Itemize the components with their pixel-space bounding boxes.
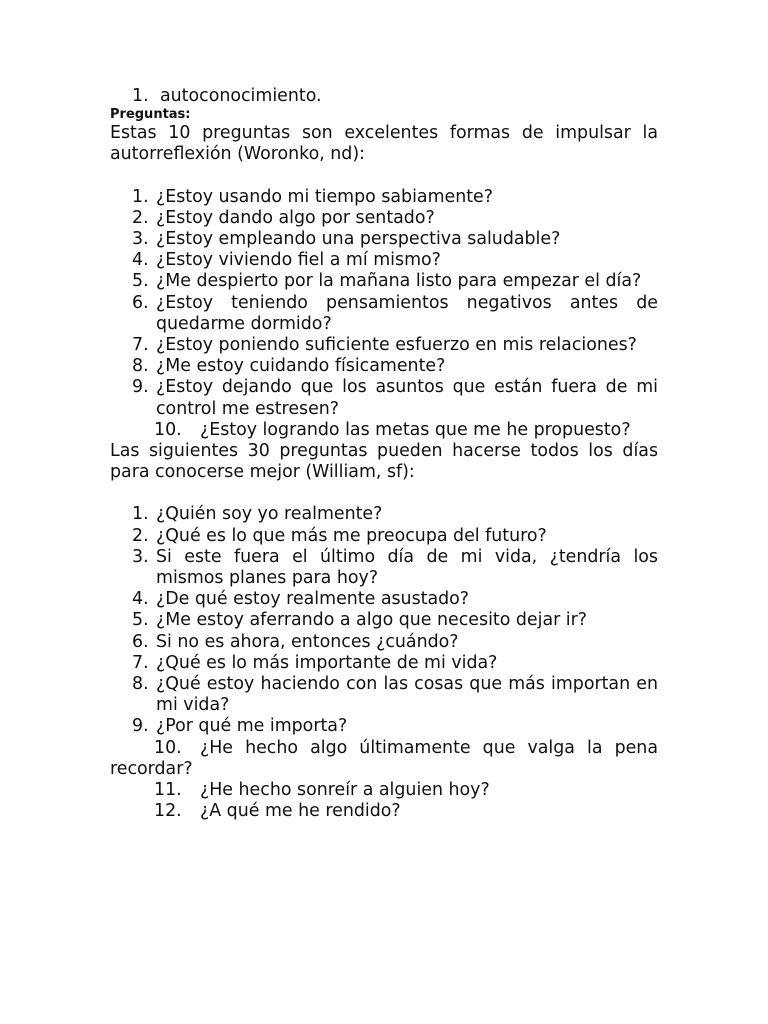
list-text: ¿He hecho sonreír a alguien hoy? [200,780,490,801]
list-number: 11. [154,780,182,801]
list-number: 9. [132,716,149,737]
list-number: 3. [132,229,149,250]
list-number: 10. [154,419,182,440]
list-item [132,504,658,525]
list-number: 4. [132,589,149,610]
list-item [110,738,658,780]
list-text: ¿Estoy logrando las metas que me he propuesto? [200,419,631,440]
list-text: ¿Quién soy yo realmente? [156,504,383,525]
list-item [132,187,658,208]
intro-paragraph-2: Las siguientes 30 preguntas pueden hacerse todos los días para conocerse mejor (William, sf): [110,441,658,483]
intro-paragraph-1: Estas 10 preguntas son excelentes formas de impulsar la autorreflexión (Woronko, nd): [110,123,658,165]
list-text: Si no es ahora, entonces ¿cuándo? [156,631,459,652]
list-item [132,356,658,377]
list-text: ¿Me estoy aferrando a algo que necesito dejar ir? [156,610,588,631]
list-number: 3. [132,546,149,567]
list-number: 7. [132,652,149,673]
list-text: ¿Estoy empleando una perspectiva saludable? [156,229,561,250]
list-item [132,653,658,674]
list-text: ¿Me estoy cuidando físicamente? [156,356,446,377]
list-number: 10. [154,737,182,758]
question-list-1 [110,187,658,441]
list-text: ¿Me despierto por la mañana listo para empezar el día? [156,271,642,292]
list-number: 6. [132,631,149,652]
list-text: ¿Estoy usando mi tiempo sabiamente? [156,186,493,207]
list-text: autoconocimiento. [160,86,322,106]
list-text: ¿Qué estoy haciendo con las cosas que más importan en mi vida? [156,674,658,716]
list-item [132,293,658,335]
list-number: 6. [132,292,149,313]
list-number: 12. [154,801,182,822]
list-text: ¿Estoy teniendo pensamientos negativos antes de quedarme dormido? [156,292,658,334]
list-item [110,780,658,801]
list-item [110,420,658,441]
list-text: ¿Estoy poniendo suficiente esfuerzo en mis relaciones? [156,335,637,356]
list-item [132,547,658,589]
list-item [132,271,658,292]
list-text: ¿Estoy dejando que los asuntos que están fuera de mi control me estresen? [156,377,658,419]
list-text: Si este fuera el último día de mi vida, ¿tendría los mismos planes para hoy? [156,546,658,589]
list-item [132,589,658,610]
list-number: 1. [132,504,149,525]
list-number: 1. [132,186,149,207]
list-number: 7. [132,335,149,356]
list-item [132,229,658,250]
list-text: ¿Por qué me importa? [156,716,348,737]
list-item [132,610,658,631]
list-number: 2. [132,207,149,228]
list-text: ¿Estoy dando algo por sentado? [156,207,435,228]
list-item [110,801,658,822]
list-text: ¿De qué estoy realmente asustado? [156,589,470,610]
top-list-item [132,86,658,107]
list-text: ¿A qué me he rendido? [200,801,401,822]
list-number: 8. [132,356,149,377]
list-item [132,250,658,271]
list-item [132,377,658,419]
list-number: 2. [132,525,149,546]
list-number: 9. [132,377,149,398]
document-page [110,86,658,823]
section-label: Preguntas: [110,107,191,123]
question-list-2 [110,504,658,822]
list-text: ¿He hecho algo últimamente que valga la pena recordar? [110,737,658,779]
list-item [132,526,658,547]
list-number: 1. [132,86,149,106]
list-number: 5. [132,271,149,292]
list-item [132,632,658,653]
list-text: ¿Qué es lo que más me preocupa del futuro? [156,525,547,546]
list-item [132,716,658,737]
list-item [132,674,658,716]
list-number: 5. [132,610,149,631]
list-item [132,208,658,229]
list-number: 4. [132,250,149,271]
list-text: ¿Estoy viviendo fiel a mí mismo? [156,250,441,271]
list-item [132,335,658,356]
list-text: ¿Qué es lo más importante de mi vida? [156,652,498,673]
list-number: 8. [132,674,149,695]
